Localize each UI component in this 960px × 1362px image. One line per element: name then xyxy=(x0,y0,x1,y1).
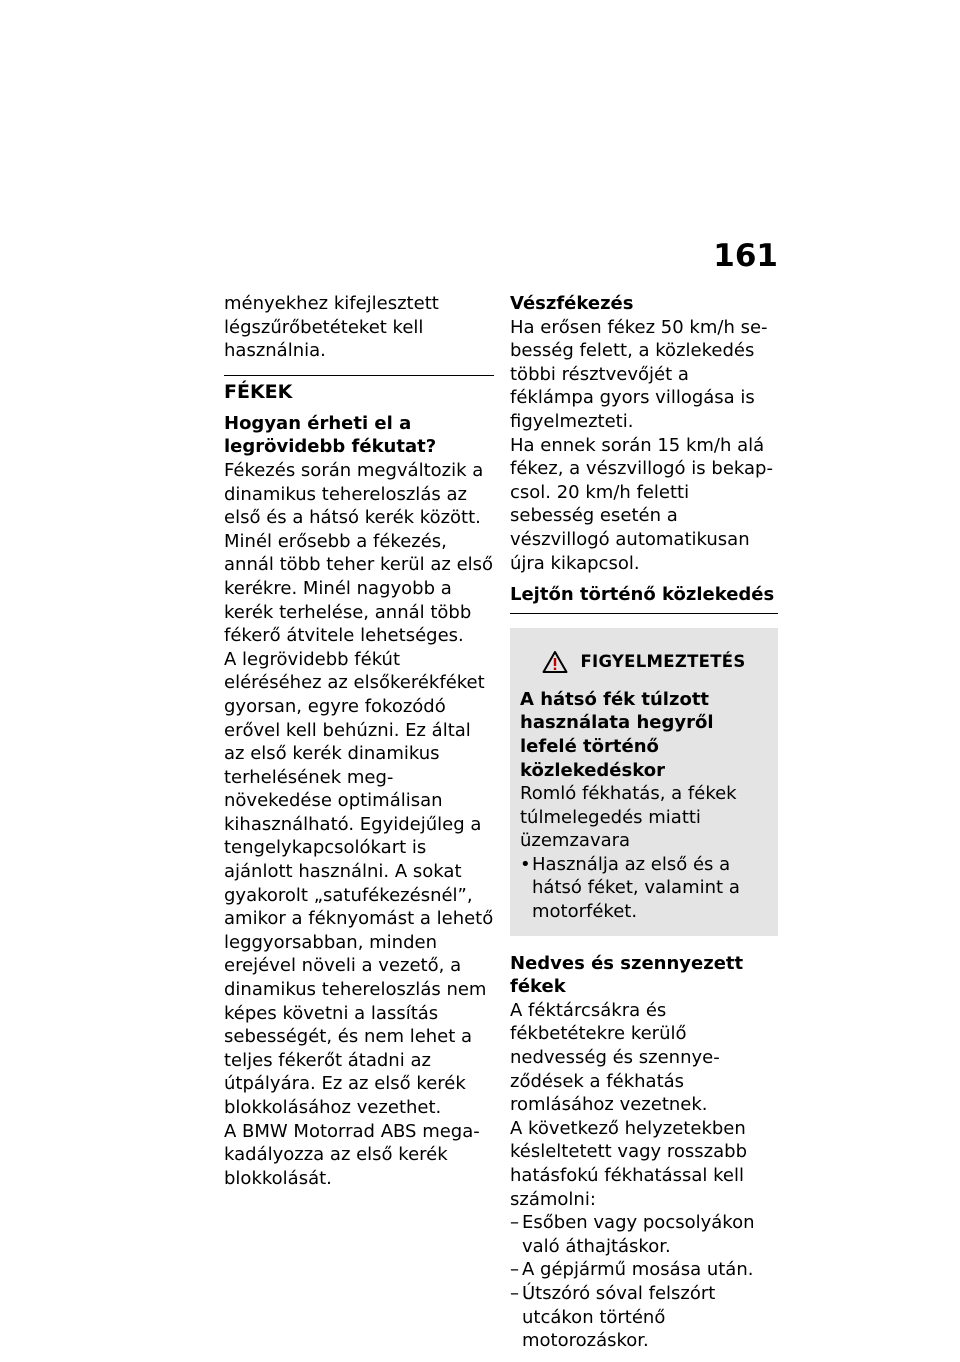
right-column xyxy=(510,292,778,1353)
section-title: FÉKEK xyxy=(224,380,293,403)
list-item-text: A gépjármű mosása után. xyxy=(522,1259,754,1281)
emergency-text-1: Ha erősen fékez 50 km/h sebesség felett, a közlekedés többi résztvevőjét a féklámpa gyors villogása is figyelmezteti. xyxy=(510,316,768,432)
list-item xyxy=(510,1282,778,1353)
left-column xyxy=(224,292,494,1190)
dash-mark: – xyxy=(510,1212,519,1234)
paragraph-1: Fékezés során megváltozik a dinamikus tehereloszlás az első és a hátsó kerék között. Minél erősebb a fékezés, annál több teher kerül az első kerékre. Minél nagyobb a kerék terhelése, annál több fékerő átvitele lehetséges. xyxy=(224,459,494,647)
page-number: 161 xyxy=(713,238,778,274)
dash-mark: – xyxy=(510,1259,519,1281)
bullet-text: Használja az első és a hátsó féket, valamint a motorféket. xyxy=(532,853,740,923)
paragraph-3: A BMW Motorrad ABS megakadályozza az első kerék blokkolását. xyxy=(224,1120,480,1189)
list-item-text: Esőben vagy pocsolyákon való áthajtáskor. xyxy=(522,1212,755,1257)
emergency-heading: Vészfékezés xyxy=(510,293,634,314)
warning-bullet xyxy=(520,853,768,924)
warning-heading: A hátsó fék túlzott használata hegyről lefelé történő közlekedéskor xyxy=(520,688,714,781)
list-item xyxy=(510,1211,778,1258)
paragraph-2: A legrövidebb fékút eléréséhez az elsőkerékféket gyorsan, egyre fokozódó erővel kell behúzni. Ez által az első kerék dinamikus terhelésének megnövekedése optimálisan kihasználható. Egyidejűleg a tengelykapcsolókart is ajánlott használni. A sokat gyakorolt „satufékezésnél”, amikor a féknyomást a lehető leggyorsabban, minden erejével növeli a vezető, a dinamikus tehereloszlás nem képes követni a lassítás sebességét, és nem lehet a teljes fékerőt átadni az útpályára. Ez az első kerék blokkolásához vezethet. xyxy=(224,648,494,1118)
list-item xyxy=(510,1258,778,1282)
warning-text: Romló fékhatás, a fékek túlmelegedés miatti üzemzavara xyxy=(520,783,737,852)
dash-mark: – xyxy=(510,1282,519,1304)
warning-title: FIGYELMEZTETÉS xyxy=(580,651,746,671)
question-heading: Hogyan érheti el a legrövidebb fékutat? xyxy=(224,412,437,458)
warning-triangle-icon xyxy=(542,650,568,674)
intro-text: ményekhez kifejlesztett légszűrőbetéteket kell használnia. xyxy=(224,293,439,362)
list-item-text: Útszóró sóval felszórt utcákon történő motorozáskor. xyxy=(522,1282,716,1352)
downhill-heading: Lejtőn történő közlekedés xyxy=(510,583,778,614)
warning-box xyxy=(510,628,778,936)
wet-text-2: A következő helyzetekben késleltetett vagy rosszabb hatásfokú fékhatással kell számolni: xyxy=(510,1117,747,1210)
bullet-mark: • xyxy=(520,853,531,875)
emergency-text-2: Ha ennek során 15 km/h alá fékez, a vészvillogó is bekapcsol. 20 km/h feletti sebesség esetén a vészvillogó automatikusan újra kikapcsol. xyxy=(510,434,773,574)
wet-text-1: A féktárcsákra és fékbetétekre kerülő nedvesség és szennyeződések a fékhatás romlásához vezetnek. xyxy=(510,999,720,1116)
section-divider xyxy=(224,375,494,376)
wet-heading: Nedves és szennyezett fékek xyxy=(510,952,744,998)
warning-header xyxy=(520,650,768,674)
